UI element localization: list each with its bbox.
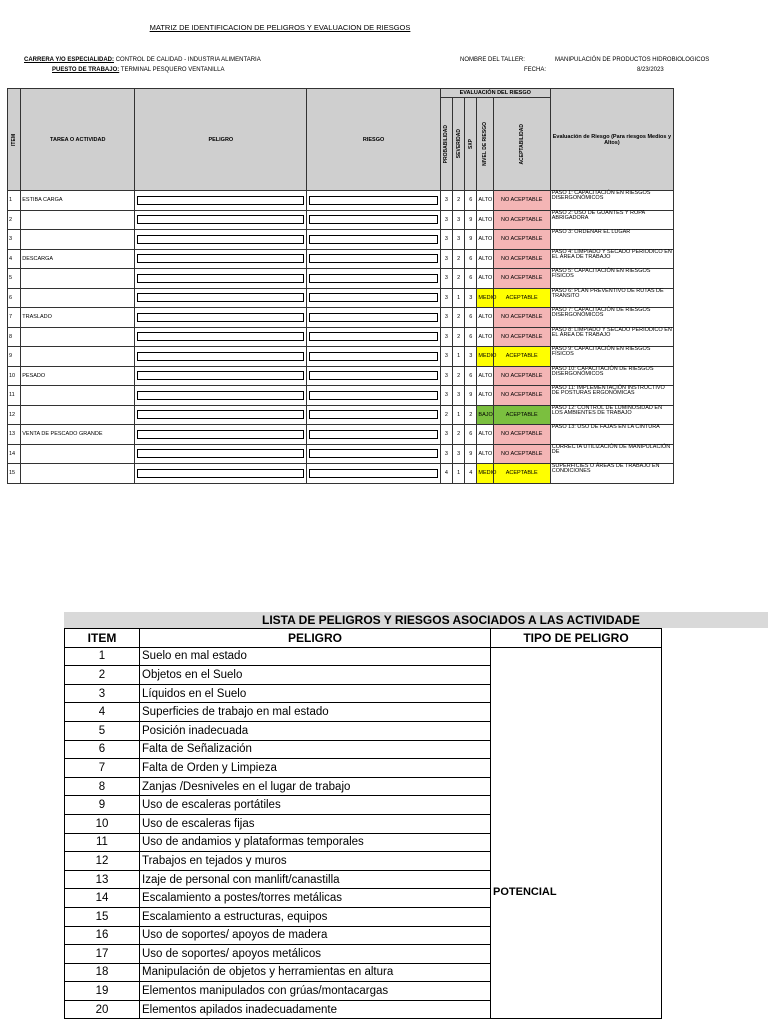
matrix-row	[8, 464, 674, 484]
row-tarea	[21, 347, 135, 367]
hazard-peligro: Izaje de personal con manlift/canastilla	[140, 870, 491, 889]
row-nivel: ALTO	[477, 425, 493, 445]
row-riesgo-cell	[307, 249, 440, 269]
hazard-peligro: Suelo en mal estado	[140, 647, 491, 666]
row-evaluacion: PASO 5: CAPACITACIÓN EN RIESGOS FÍSICOS	[550, 269, 673, 289]
row-severidad: 3	[452, 230, 464, 250]
riesgo-input[interactable]	[309, 332, 437, 341]
row-sxp: 6	[465, 366, 477, 386]
row-aceptabilidad: NO ACEPTABLE	[493, 210, 550, 230]
hazard-peligro: Superficies de trabajo en mal estado	[140, 703, 491, 722]
row-tarea	[21, 386, 135, 406]
row-peligro-cell	[135, 405, 307, 425]
row-severidad: 2	[452, 425, 464, 445]
row-aceptabilidad: NO ACEPTABLE	[493, 327, 550, 347]
hazard-peligro: Manipulación de objetos y herramientas en altura	[140, 963, 491, 982]
hazard-peligro: Elementos apilados inadecuadamente	[140, 1000, 491, 1019]
hazard-list-table	[64, 628, 662, 1019]
peligro-input[interactable]	[137, 332, 304, 341]
row-severidad: 3	[452, 444, 464, 464]
hazard-header-peligro: PELIGRO	[140, 629, 491, 648]
taller-value: MANIPULACIÓN DE PRODUCTOS HIDROBIOLOGICOS	[555, 57, 710, 63]
hazard-item: 10	[65, 814, 140, 833]
header-probabilidad: PROBABILIDAD	[440, 98, 452, 191]
matrix-row	[8, 425, 674, 445]
row-probabilidad: 3	[440, 308, 452, 328]
hazard-peligro: Escalamiento a postes/torres metálicas	[140, 889, 491, 908]
peligro-input[interactable]	[137, 391, 304, 400]
row-severidad: 2	[452, 327, 464, 347]
hazard-tipo-cell	[491, 647, 662, 1019]
hazard-peligro: Uso de andamios y plataformas temporales	[140, 833, 491, 852]
row-severidad: 1	[452, 405, 464, 425]
peligro-input[interactable]	[137, 352, 304, 361]
row-item: 11	[8, 386, 21, 406]
row-probabilidad: 3	[440, 210, 452, 230]
carrera-line	[24, 57, 261, 63]
row-aceptabilidad: NO ACEPTABLE	[493, 366, 550, 386]
row-tarea: ESTIBA CARGA	[21, 191, 135, 211]
row-probabilidad: 3	[440, 249, 452, 269]
row-tarea	[21, 327, 135, 347]
row-nivel: ALTO	[477, 308, 493, 328]
row-sxp: 9	[465, 230, 477, 250]
riesgo-input[interactable]	[309, 391, 437, 400]
riesgo-input[interactable]	[309, 410, 437, 419]
row-evaluacion: PASO 7: CAPACITACIÓN DE RIESGOS DISERGONÓMICOS	[550, 308, 673, 328]
row-peligro-cell	[135, 347, 307, 367]
row-probabilidad: 3	[440, 444, 452, 464]
row-probabilidad: 3	[440, 288, 452, 308]
peligro-input[interactable]	[137, 293, 304, 302]
hazard-item: 8	[65, 777, 140, 796]
peligro-input[interactable]	[137, 254, 304, 263]
row-evaluacion: CORRECTA UTILIZACIÓN DE MANIPULACIÓN DE	[550, 444, 673, 464]
riesgo-input[interactable]	[309, 449, 437, 458]
row-severidad: 2	[452, 366, 464, 386]
matrix-row	[8, 269, 674, 289]
document-title: MATRIZ DE IDENTIFICACION DE PELIGROS Y EVALUACION DE RIESGOS	[149, 23, 411, 32]
row-tarea: PESADO	[21, 366, 135, 386]
row-evaluacion: PASO 12: CONTROL DE LUMINOSIDAD EN LOS AMBIENTES DE TRABAJO	[550, 405, 673, 425]
taller-label: NOMBRE DEL TALLER:	[460, 57, 525, 63]
hazard-item: 20	[65, 1000, 140, 1019]
row-item: 7	[8, 308, 21, 328]
row-evaluacion: PASO 3: ORDENAR EL LUGAR	[550, 230, 673, 250]
row-riesgo-cell	[307, 386, 440, 406]
row-item: 4	[8, 249, 21, 269]
header-aceptabilidad: ACEPTABILIDAD	[493, 98, 550, 191]
row-nivel: ALTO	[477, 210, 493, 230]
row-sxp: 6	[465, 425, 477, 445]
row-nivel: MEDIO	[477, 347, 493, 367]
matrix-row	[8, 308, 674, 328]
row-severidad: 3	[452, 210, 464, 230]
row-sxp: 3	[465, 347, 477, 367]
puesto-label: PUESTO DE TRABAJO:	[52, 67, 120, 73]
row-aceptabilidad: NO ACEPTABLE	[493, 269, 550, 289]
row-nivel: BAJO	[477, 405, 493, 425]
hazard-list-title: LISTA DE PELIGROS Y RIESGOS ASOCIADOS A LAS ACTIVIDADE	[64, 612, 768, 628]
riesgo-input[interactable]	[309, 313, 437, 322]
hazard-peligro: Uso de escaleras portátiles	[140, 796, 491, 815]
row-evaluacion: PASO 13: USO DE FAJAS EN LA CINTURA	[550, 425, 673, 445]
hazard-item: 3	[65, 684, 140, 703]
peligro-input[interactable]	[137, 410, 304, 419]
header-sxp: SXP	[465, 98, 477, 191]
row-tarea: TRASLADO	[21, 308, 135, 328]
row-aceptabilidad: NO ACEPTABLE	[493, 308, 550, 328]
hazard-item: 2	[65, 666, 140, 685]
riesgo-input[interactable]	[309, 352, 437, 361]
peligro-input[interactable]	[137, 274, 304, 283]
row-item: 5	[8, 269, 21, 289]
row-peligro-cell	[135, 444, 307, 464]
row-probabilidad: 2	[440, 405, 452, 425]
hazard-item: 9	[65, 796, 140, 815]
row-nivel: ALTO	[477, 230, 493, 250]
puesto-line	[52, 67, 225, 73]
row-riesgo-cell	[307, 327, 440, 347]
row-severidad: 1	[452, 288, 464, 308]
matrix-row	[8, 230, 674, 250]
hazard-item: 7	[65, 759, 140, 778]
row-sxp: 6	[465, 269, 477, 289]
hazard-peligro: Falta de Señalización	[140, 740, 491, 759]
hazard-item: 18	[65, 963, 140, 982]
hazard-header-item: ITEM	[65, 629, 140, 648]
row-probabilidad: 4	[440, 464, 452, 484]
risk-matrix-table	[7, 88, 674, 484]
row-tarea: DESCARGA	[21, 249, 135, 269]
row-aceptabilidad: NO ACEPTABLE	[493, 425, 550, 445]
row-peligro-cell	[135, 308, 307, 328]
peligro-input[interactable]	[137, 469, 304, 478]
riesgo-input[interactable]	[309, 196, 437, 205]
row-aceptabilidad: NO ACEPTABLE	[493, 444, 550, 464]
hazard-item: 17	[65, 945, 140, 964]
row-nivel: ALTO	[477, 249, 493, 269]
row-probabilidad: 3	[440, 269, 452, 289]
hazard-item: 4	[65, 703, 140, 722]
row-item: 13	[8, 425, 21, 445]
row-tarea: VENTA DE PESCADO GRANDE	[21, 425, 135, 445]
row-sxp: 6	[465, 249, 477, 269]
row-peligro-cell	[135, 425, 307, 445]
row-evaluacion: SUPERFICIES O ÁREAS DE TRABAJO EN CONDICIONES	[550, 464, 673, 484]
row-riesgo-cell	[307, 366, 440, 386]
row-aceptabilidad: ACEPTABLE	[493, 288, 550, 308]
row-sxp: 3	[465, 288, 477, 308]
row-sxp: 6	[465, 327, 477, 347]
peligro-input[interactable]	[137, 235, 304, 244]
row-nivel: ALTO	[477, 191, 493, 211]
matrix-row	[8, 444, 674, 464]
row-evaluacion: PASO 1: CAPACITACIÓN EN RIESGOS DISERGONÓMICOS	[550, 191, 673, 211]
hazard-item: 6	[65, 740, 140, 759]
row-peligro-cell	[135, 327, 307, 347]
row-nivel: ALTO	[477, 366, 493, 386]
matrix-row	[8, 347, 674, 367]
peligro-input[interactable]	[137, 449, 304, 458]
header-item: ITEM	[8, 89, 21, 191]
row-riesgo-cell	[307, 210, 440, 230]
row-aceptabilidad: NO ACEPTABLE	[493, 191, 550, 211]
fecha-label: FECHA:	[524, 67, 547, 73]
row-evaluacion: PASO 2: USO DE GUANTES Y ROPA ABRIGADORA	[550, 210, 673, 230]
row-severidad: 3	[452, 386, 464, 406]
row-sxp: 6	[465, 191, 477, 211]
row-tarea	[21, 405, 135, 425]
row-sxp: 2	[465, 405, 477, 425]
row-severidad: 1	[452, 347, 464, 367]
riesgo-input[interactable]	[309, 293, 437, 302]
row-probabilidad: 3	[440, 366, 452, 386]
hazard-item: 19	[65, 982, 140, 1001]
row-item: 8	[8, 327, 21, 347]
hazard-peligro: Uso de soportes/ apoyos metálicos	[140, 945, 491, 964]
matrix-row	[8, 327, 674, 347]
row-riesgo-cell	[307, 405, 440, 425]
row-sxp: 6	[465, 308, 477, 328]
hazard-peligro: Posición inadecuada	[140, 721, 491, 740]
row-evaluacion: PASO 6: PLAN PREVENTIVO DE RUTAS DE TRANSITO	[550, 288, 673, 308]
row-peligro-cell	[135, 386, 307, 406]
peligro-input[interactable]	[137, 371, 304, 380]
row-evaluacion: PASO 4: LIMPIADO Y SECADO PERIODICO EN EL ÁREA DE TRABAJO	[550, 249, 673, 269]
row-nivel: ALTO	[477, 269, 493, 289]
row-riesgo-cell	[307, 191, 440, 211]
row-item: 10	[8, 366, 21, 386]
row-item: 3	[8, 230, 21, 250]
matrix-row	[8, 210, 674, 230]
hazard-peligro: Uso de soportes/ apoyos de madera	[140, 926, 491, 945]
hazard-peligro: Líquidos en el Suelo	[140, 684, 491, 703]
row-aceptabilidad: ACEPTABLE	[493, 464, 550, 484]
row-riesgo-cell	[307, 230, 440, 250]
row-item: 12	[8, 405, 21, 425]
header-peligro: PELIGRO	[135, 89, 307, 191]
riesgo-input[interactable]	[309, 254, 437, 263]
hazard-peligro: Elementos manipulados con grúas/montacargas	[140, 982, 491, 1001]
row-peligro-cell	[135, 191, 307, 211]
hazard-item: 12	[65, 852, 140, 871]
row-riesgo-cell	[307, 347, 440, 367]
row-peligro-cell	[135, 210, 307, 230]
row-nivel: ALTO	[477, 327, 493, 347]
hazard-tipo-value: POTENCIAL	[493, 885, 557, 898]
puesto-value: TERMINAL PESQUERO VENTANILLA	[120, 67, 225, 73]
header-nivel: NIVEL DE RIESGO	[477, 98, 493, 191]
row-severidad: 1	[452, 464, 464, 484]
hazard-item: 1	[65, 647, 140, 666]
row-nivel: MEDIO	[477, 288, 493, 308]
hazard-peligro: Zanjas /Desniveles en el lugar de trabajo	[140, 777, 491, 796]
matrix-row	[8, 366, 674, 386]
row-probabilidad: 3	[440, 230, 452, 250]
row-item: 14	[8, 444, 21, 464]
peligro-input[interactable]	[137, 196, 304, 205]
riesgo-input[interactable]	[309, 469, 437, 478]
matrix-row	[8, 288, 674, 308]
row-evaluacion: PASO 11: IMPLEMENTACIÓN INSTRUCTIVO DE POSTURAS ERGONÓMICAS	[550, 386, 673, 406]
hazard-item: 15	[65, 907, 140, 926]
hazard-item: 11	[65, 833, 140, 852]
row-item: 9	[8, 347, 21, 367]
hazard-item: 13	[65, 870, 140, 889]
peligro-input[interactable]	[137, 313, 304, 322]
row-tarea	[21, 288, 135, 308]
row-aceptabilidad: NO ACEPTABLE	[493, 249, 550, 269]
hazard-item: 16	[65, 926, 140, 945]
row-aceptabilidad: ACEPTABLE	[493, 405, 550, 425]
row-aceptabilidad: NO ACEPTABLE	[493, 386, 550, 406]
row-nivel: ALTO	[477, 386, 493, 406]
fecha-value: 8/23/2023	[637, 67, 664, 73]
header-evaluacion-riesgo: Evaluación de Riesgo (Para riesgos Medios y Altos)	[550, 89, 673, 191]
row-evaluacion: PASO 10: CAPACITACIÓN DE RIESGOS DISERGONÓMICOS	[550, 366, 673, 386]
riesgo-input[interactable]	[309, 235, 437, 244]
riesgo-input[interactable]	[309, 274, 437, 283]
row-riesgo-cell	[307, 464, 440, 484]
header-severidad: SEVERIDAD	[452, 98, 464, 191]
row-riesgo-cell	[307, 308, 440, 328]
row-tarea	[21, 230, 135, 250]
row-severidad: 2	[452, 269, 464, 289]
row-item: 15	[8, 464, 21, 484]
hazard-row	[65, 647, 662, 666]
row-sxp: 9	[465, 210, 477, 230]
row-evaluacion: PASO 9: CAPACITACIÓN EN RIESGOS FÍSICOS	[550, 347, 673, 367]
row-severidad: 2	[452, 191, 464, 211]
peligro-input[interactable]	[137, 215, 304, 224]
hazard-peligro: Objetos en el Suelo	[140, 666, 491, 685]
row-peligro-cell	[135, 269, 307, 289]
row-probabilidad: 3	[440, 191, 452, 211]
matrix-row	[8, 405, 674, 425]
row-probabilidad: 3	[440, 327, 452, 347]
row-peligro-cell	[135, 464, 307, 484]
hazard-peligro: Uso de escaleras fijas	[140, 814, 491, 833]
row-probabilidad: 3	[440, 425, 452, 445]
matrix-row	[8, 386, 674, 406]
hazard-peligro: Trabajos en tejados y muros	[140, 852, 491, 871]
row-sxp: 9	[465, 444, 477, 464]
hazard-peligro: Falta de Orden y Limpieza	[140, 759, 491, 778]
header-tarea: TAREA O ACTIVIDAD	[21, 89, 135, 191]
header-evaluacion: EVALUACIÓN DEL RIESGO	[440, 89, 550, 98]
carrera-value: CONTROL DE CALIDAD - INDUSTRIA ALIMENTARIA	[115, 57, 261, 63]
hazard-peligro: Escalamiento a estructuras, equipos	[140, 907, 491, 926]
row-tarea	[21, 269, 135, 289]
row-probabilidad: 3	[440, 347, 452, 367]
row-peligro-cell	[135, 366, 307, 386]
hazard-item: 14	[65, 889, 140, 908]
row-aceptabilidad: NO ACEPTABLE	[493, 230, 550, 250]
peligro-input[interactable]	[137, 430, 304, 439]
header-riesgo: RIESGO	[307, 89, 440, 191]
row-peligro-cell	[135, 230, 307, 250]
row-severidad: 2	[452, 249, 464, 269]
row-tarea	[21, 444, 135, 464]
row-riesgo-cell	[307, 269, 440, 289]
matrix-row	[8, 249, 674, 269]
riesgo-input[interactable]	[309, 371, 437, 380]
row-riesgo-cell	[307, 288, 440, 308]
row-item: 1	[8, 191, 21, 211]
row-aceptabilidad: ACEPTABLE	[493, 347, 550, 367]
hazard-header-tipo: TIPO DE PELIGRO	[491, 629, 662, 648]
row-probabilidad: 3	[440, 386, 452, 406]
row-peligro-cell	[135, 288, 307, 308]
row-sxp: 4	[465, 464, 477, 484]
row-peligro-cell	[135, 249, 307, 269]
riesgo-input[interactable]	[309, 430, 437, 439]
row-item: 6	[8, 288, 21, 308]
row-nivel: MEDIO	[477, 464, 493, 484]
row-riesgo-cell	[307, 425, 440, 445]
carrera-label: CARRERA Y/O ESPECIALIDAD:	[24, 57, 115, 63]
riesgo-input[interactable]	[309, 215, 437, 224]
row-sxp: 9	[465, 386, 477, 406]
row-tarea	[21, 210, 135, 230]
row-nivel: ALTO	[477, 444, 493, 464]
row-riesgo-cell	[307, 444, 440, 464]
row-severidad: 2	[452, 308, 464, 328]
row-item: 2	[8, 210, 21, 230]
row-evaluacion: PASO 8: LIMPIADO Y SECADO PERIODICO EN EL ÁREA DE TRABAJO	[550, 327, 673, 347]
row-tarea	[21, 464, 135, 484]
matrix-row	[8, 191, 674, 211]
hazard-item: 5	[65, 721, 140, 740]
